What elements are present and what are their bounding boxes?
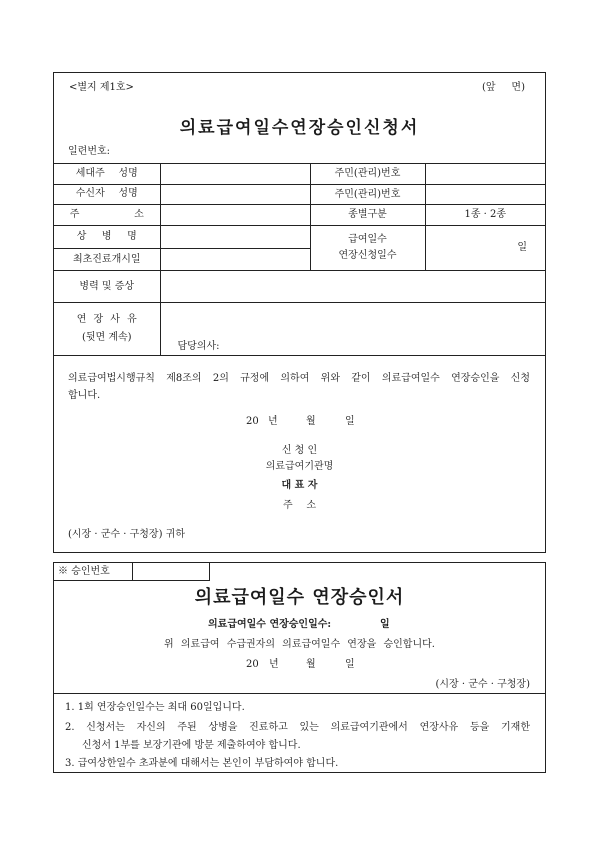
- benefit-days-label: 급여일수: [348, 234, 387, 245]
- recipient-name-label: 수신자 성명: [75, 188, 138, 200]
- date-day-label: 일: [345, 416, 355, 427]
- date-year-label: 년: [268, 416, 278, 427]
- extension-days-field: 일: [425, 226, 545, 271]
- recipient-name-field: [160, 185, 310, 205]
- householder-resident-number-label: 주민(관리)번호: [310, 164, 425, 185]
- approved-days-unit: 일: [380, 619, 390, 630]
- extension-reason-label-cell: [54, 303, 160, 356]
- page-side-label: (앞 면): [482, 82, 525, 93]
- householder-name-label: 세대주 성명: [75, 167, 138, 179]
- application-statement-line: 의료급여법시행규칙 제8조의 2의 규정에 의하여 위와 같이 의료급여일수 연장승인을 신청: [68, 373, 530, 384]
- history-symptoms-label: 병력 및 증상: [54, 271, 160, 303]
- date-year-prefix: 20: [246, 416, 259, 427]
- approval-number-label: ※ 승인번호: [58, 566, 110, 577]
- category-options: 1종 · 2종: [425, 205, 545, 226]
- householder-name-label-cell: [54, 164, 160, 185]
- representative-label: 대 표 자: [281, 480, 318, 491]
- disease-name-field: [160, 226, 310, 249]
- applicant-label: 신 청 인: [281, 445, 318, 456]
- note-item: 1. 1회 연장승인일수는 최대 60일입니다.: [65, 702, 245, 713]
- notes-divider: [54, 693, 545, 694]
- table-row: [54, 164, 545, 185]
- address-label: 주 소: [69, 208, 144, 220]
- approval-certificate: [53, 562, 546, 773]
- approval-number-cell: [54, 563, 210, 581]
- approved-days-label: 의료급여일수 연장승인일수:: [208, 619, 332, 630]
- form-number: <별지 제1호>: [69, 82, 134, 93]
- approval-statement: 위 의료급여 수급권자의 의료급여일수 연장을 승인합니다.: [164, 639, 435, 650]
- extension-days-label: 연장신청일수: [338, 250, 397, 261]
- applicant-address-row: [54, 500, 545, 513]
- approval-date-day-label: 일: [345, 659, 355, 670]
- approval-date-month-label: 월: [306, 659, 316, 670]
- table-row: [54, 205, 545, 226]
- institution-name-label: 의료급여기관명: [265, 461, 334, 472]
- recipient-name-label-cell: [54, 185, 160, 205]
- note-item-continuation: 신청서 1부를 보장기관에 방문 제출하여야 합니다.: [82, 740, 301, 751]
- form-title: 의료급여일수연장승인신청서: [179, 118, 420, 138]
- note-item: 2. 신청서는 자신의 주된 상병을 진료하고 있는 의료급여기관에서 연장사유 등을 기재한: [65, 722, 530, 733]
- table-row: [54, 226, 545, 249]
- note-item: 3. 급여상한일수 초과분에 대해서는 본인이 부담하여야 합니다.: [65, 758, 339, 769]
- extension-days-label-cell: [310, 226, 425, 271]
- addressee: (시장 · 군수 · 구청장) 귀하: [68, 529, 185, 540]
- approval-title: 의료급여일수 연장승인서: [194, 587, 405, 608]
- address-field: [160, 205, 310, 226]
- category-label: 종별구분: [310, 205, 425, 226]
- disease-name-label-cell: [54, 226, 160, 249]
- householder-resident-number-field: [425, 164, 545, 185]
- approval-issuer: (시장 · 군수 · 구청장): [435, 679, 530, 690]
- householder-name-field: [160, 164, 310, 185]
- table-row: [54, 271, 545, 303]
- attending-doctor-label: 담당의사:: [160, 303, 545, 356]
- address-label-cell: [54, 205, 160, 226]
- application-statement-line: 합니다.: [68, 390, 101, 401]
- extension-reason-label: 연 장 사 유: [76, 313, 137, 325]
- approval-date-year-label: 년: [269, 659, 279, 670]
- first-visit-date-field: [160, 249, 310, 271]
- recipient-resident-number-label: 주민(관리)번호: [310, 185, 425, 205]
- table-row: [54, 185, 545, 205]
- applicant-info-table: [54, 163, 545, 356]
- table-row: [54, 303, 545, 356]
- approval-number-field: [132, 563, 209, 580]
- reason-continued-note: (뒷면 계속): [81, 332, 132, 343]
- serial-number-label: 일련번호:: [68, 146, 111, 157]
- applicant-address-label: 주 소: [283, 500, 316, 511]
- recipient-resident-number-field: [425, 185, 545, 205]
- disease-name-label: 상 병 명: [76, 230, 137, 242]
- history-symptoms-field: [160, 271, 545, 303]
- application-form: [53, 72, 546, 553]
- first-visit-date-label: 최초진료개시일: [54, 249, 160, 271]
- approval-date-year-prefix: 20: [246, 659, 259, 670]
- date-month-label: 월: [306, 416, 316, 427]
